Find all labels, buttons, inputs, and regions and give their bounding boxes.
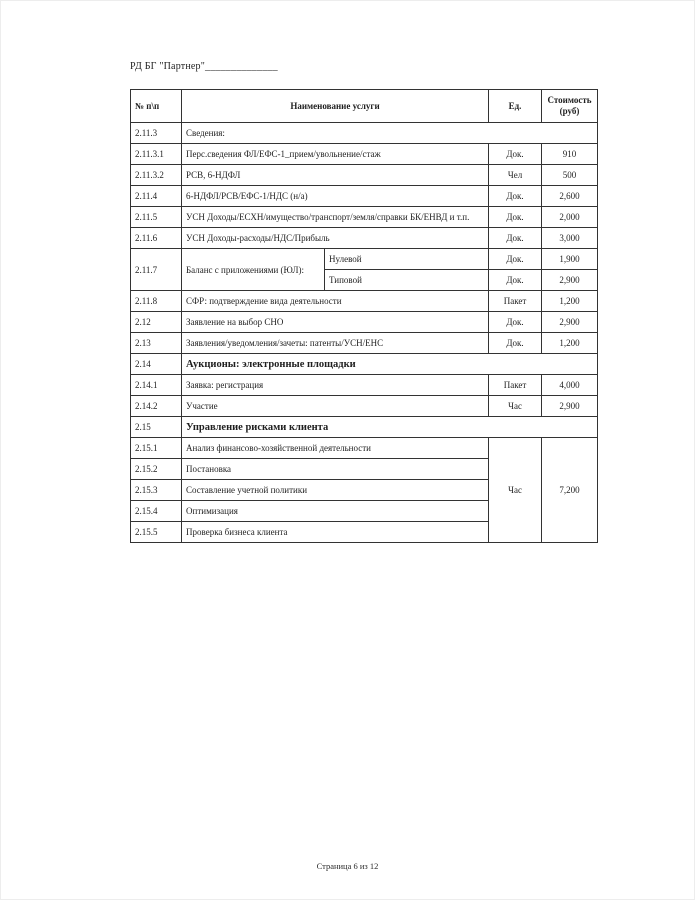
unit-cell: Док.: [489, 228, 542, 249]
price-cell: 1,200: [542, 333, 598, 354]
row-number-cell: 2.11.7: [131, 249, 182, 291]
table-row: [131, 165, 598, 186]
price-cell-merged: 7,200: [542, 438, 598, 543]
table-body: [131, 123, 598, 543]
table-row: [131, 123, 598, 144]
header-price-line2: (руб): [559, 106, 580, 116]
header-service-name: Наименование услуги: [182, 90, 489, 123]
service-name-cell: Заявка: регистрация: [182, 375, 489, 396]
header-number: № п\п: [131, 90, 182, 123]
header-price-line1: Стоимость: [547, 95, 592, 105]
table-row: [131, 228, 598, 249]
service-name-cell: Оптимизация: [182, 501, 489, 522]
row-number-cell: 2.11.8: [131, 291, 182, 312]
row-number-cell: 2.14: [131, 354, 182, 375]
row-number-cell: 2.13: [131, 333, 182, 354]
unit-cell: Пакет: [489, 291, 542, 312]
header-row: [131, 90, 598, 123]
table-row: [131, 438, 598, 459]
service-name-cell: УСН Доходы/ЕСХН/имущество/транспорт/земля/справки БК/ЕНВД и т.п.: [182, 207, 489, 228]
header-unit: Ед.: [489, 90, 542, 123]
row-number-cell: 2.15.1: [131, 438, 182, 459]
service-name-cell: Постановка: [182, 459, 489, 480]
service-name-cell: Сведения:: [182, 123, 598, 144]
table-row: [131, 312, 598, 333]
price-cell: 500: [542, 165, 598, 186]
unit-cell: Док.: [489, 207, 542, 228]
service-name-cell: УСН Доходы-расходы/НДС/Прибыль: [182, 228, 489, 249]
table-row: [131, 291, 598, 312]
service-name-cell: Баланс с приложениями (ЮЛ):: [182, 249, 325, 291]
price-cell: 2,900: [542, 312, 598, 333]
unit-cell: Док.: [489, 333, 542, 354]
row-number-cell: 2.14.1: [131, 375, 182, 396]
row-number-cell: 2.11.3: [131, 123, 182, 144]
table-row: [131, 186, 598, 207]
table-header: [131, 90, 598, 123]
price-cell: 2,900: [542, 396, 598, 417]
service-name-cell: Перс.сведения ФЛ/ЕФС-1_прием/увольнение/стаж: [182, 144, 489, 165]
price-table: [130, 89, 598, 543]
row-number-cell: 2.15.5: [131, 522, 182, 543]
section-title-cell: Управление рисками клиента: [182, 417, 598, 438]
unit-cell: Док.: [489, 144, 542, 165]
section-title-cell: Аукционы: электронные площадки: [182, 354, 598, 375]
row-number-cell: 2.12: [131, 312, 182, 333]
service-variant-cell: Нулевой: [325, 249, 489, 270]
row-number-cell: 2.11.6: [131, 228, 182, 249]
price-cell: 910: [542, 144, 598, 165]
page-number: Страница 6 из 12: [316, 861, 379, 871]
row-number-cell: 2.11.5: [131, 207, 182, 228]
row-number-cell: 2.15.3: [131, 480, 182, 501]
service-name-cell: Составление учетной политики: [182, 480, 489, 501]
unit-cell: Док.: [489, 186, 542, 207]
price-cell: 1,900: [542, 249, 598, 270]
row-number-cell: 2.11.3.1: [131, 144, 182, 165]
service-variant-cell: Типовой: [325, 270, 489, 291]
table-row: [131, 207, 598, 228]
row-number-cell: 2.11.3.2: [131, 165, 182, 186]
price-cell: 2,900: [542, 270, 598, 291]
unit-cell: Док.: [489, 312, 542, 333]
row-number-cell: 2.14.2: [131, 396, 182, 417]
service-name-cell: 6-НДФЛ/РСВ/ЕФС-1/НДС (н/а): [182, 186, 489, 207]
row-number-cell: 2.15.4: [131, 501, 182, 522]
service-name-cell: РСВ, 6-НДФЛ: [182, 165, 489, 186]
price-cell: 3,000: [542, 228, 598, 249]
letterhead: РД БГ "Партнер"______________: [130, 61, 278, 72]
service-name-cell: СФР: подтверждение вида деятельности: [182, 291, 489, 312]
table-row: [131, 375, 598, 396]
price-cell: 1,200: [542, 291, 598, 312]
section-row: [131, 354, 598, 375]
unit-cell-merged: Час: [489, 438, 542, 543]
service-name-cell: Заявление на выбор СНО: [182, 312, 489, 333]
table-row: [131, 144, 598, 165]
table-row: [131, 333, 598, 354]
unit-cell: Док.: [489, 270, 542, 291]
table-row: [131, 249, 598, 270]
unit-cell: Час: [489, 396, 542, 417]
price-cell: 2,600: [542, 186, 598, 207]
unit-cell: Чел: [489, 165, 542, 186]
service-name-cell: Проверка бизнеса клиента: [182, 522, 489, 543]
price-cell: 4,000: [542, 375, 598, 396]
price-cell: 2,000: [542, 207, 598, 228]
table-row: [131, 396, 598, 417]
section-row: [131, 417, 598, 438]
unit-cell: Док.: [489, 249, 542, 270]
row-number-cell: 2.11.4: [131, 186, 182, 207]
header-price: [542, 90, 598, 123]
service-name-cell: Анализ финансово-хозяйственной деятельности: [182, 438, 489, 459]
service-name-cell: Участие: [182, 396, 489, 417]
row-number-cell: 2.15: [131, 417, 182, 438]
service-name-cell: Заявления/уведомления/зачеты: патенты/УСН/ЕНС: [182, 333, 489, 354]
row-number-cell: 2.15.2: [131, 459, 182, 480]
unit-cell: Пакет: [489, 375, 542, 396]
